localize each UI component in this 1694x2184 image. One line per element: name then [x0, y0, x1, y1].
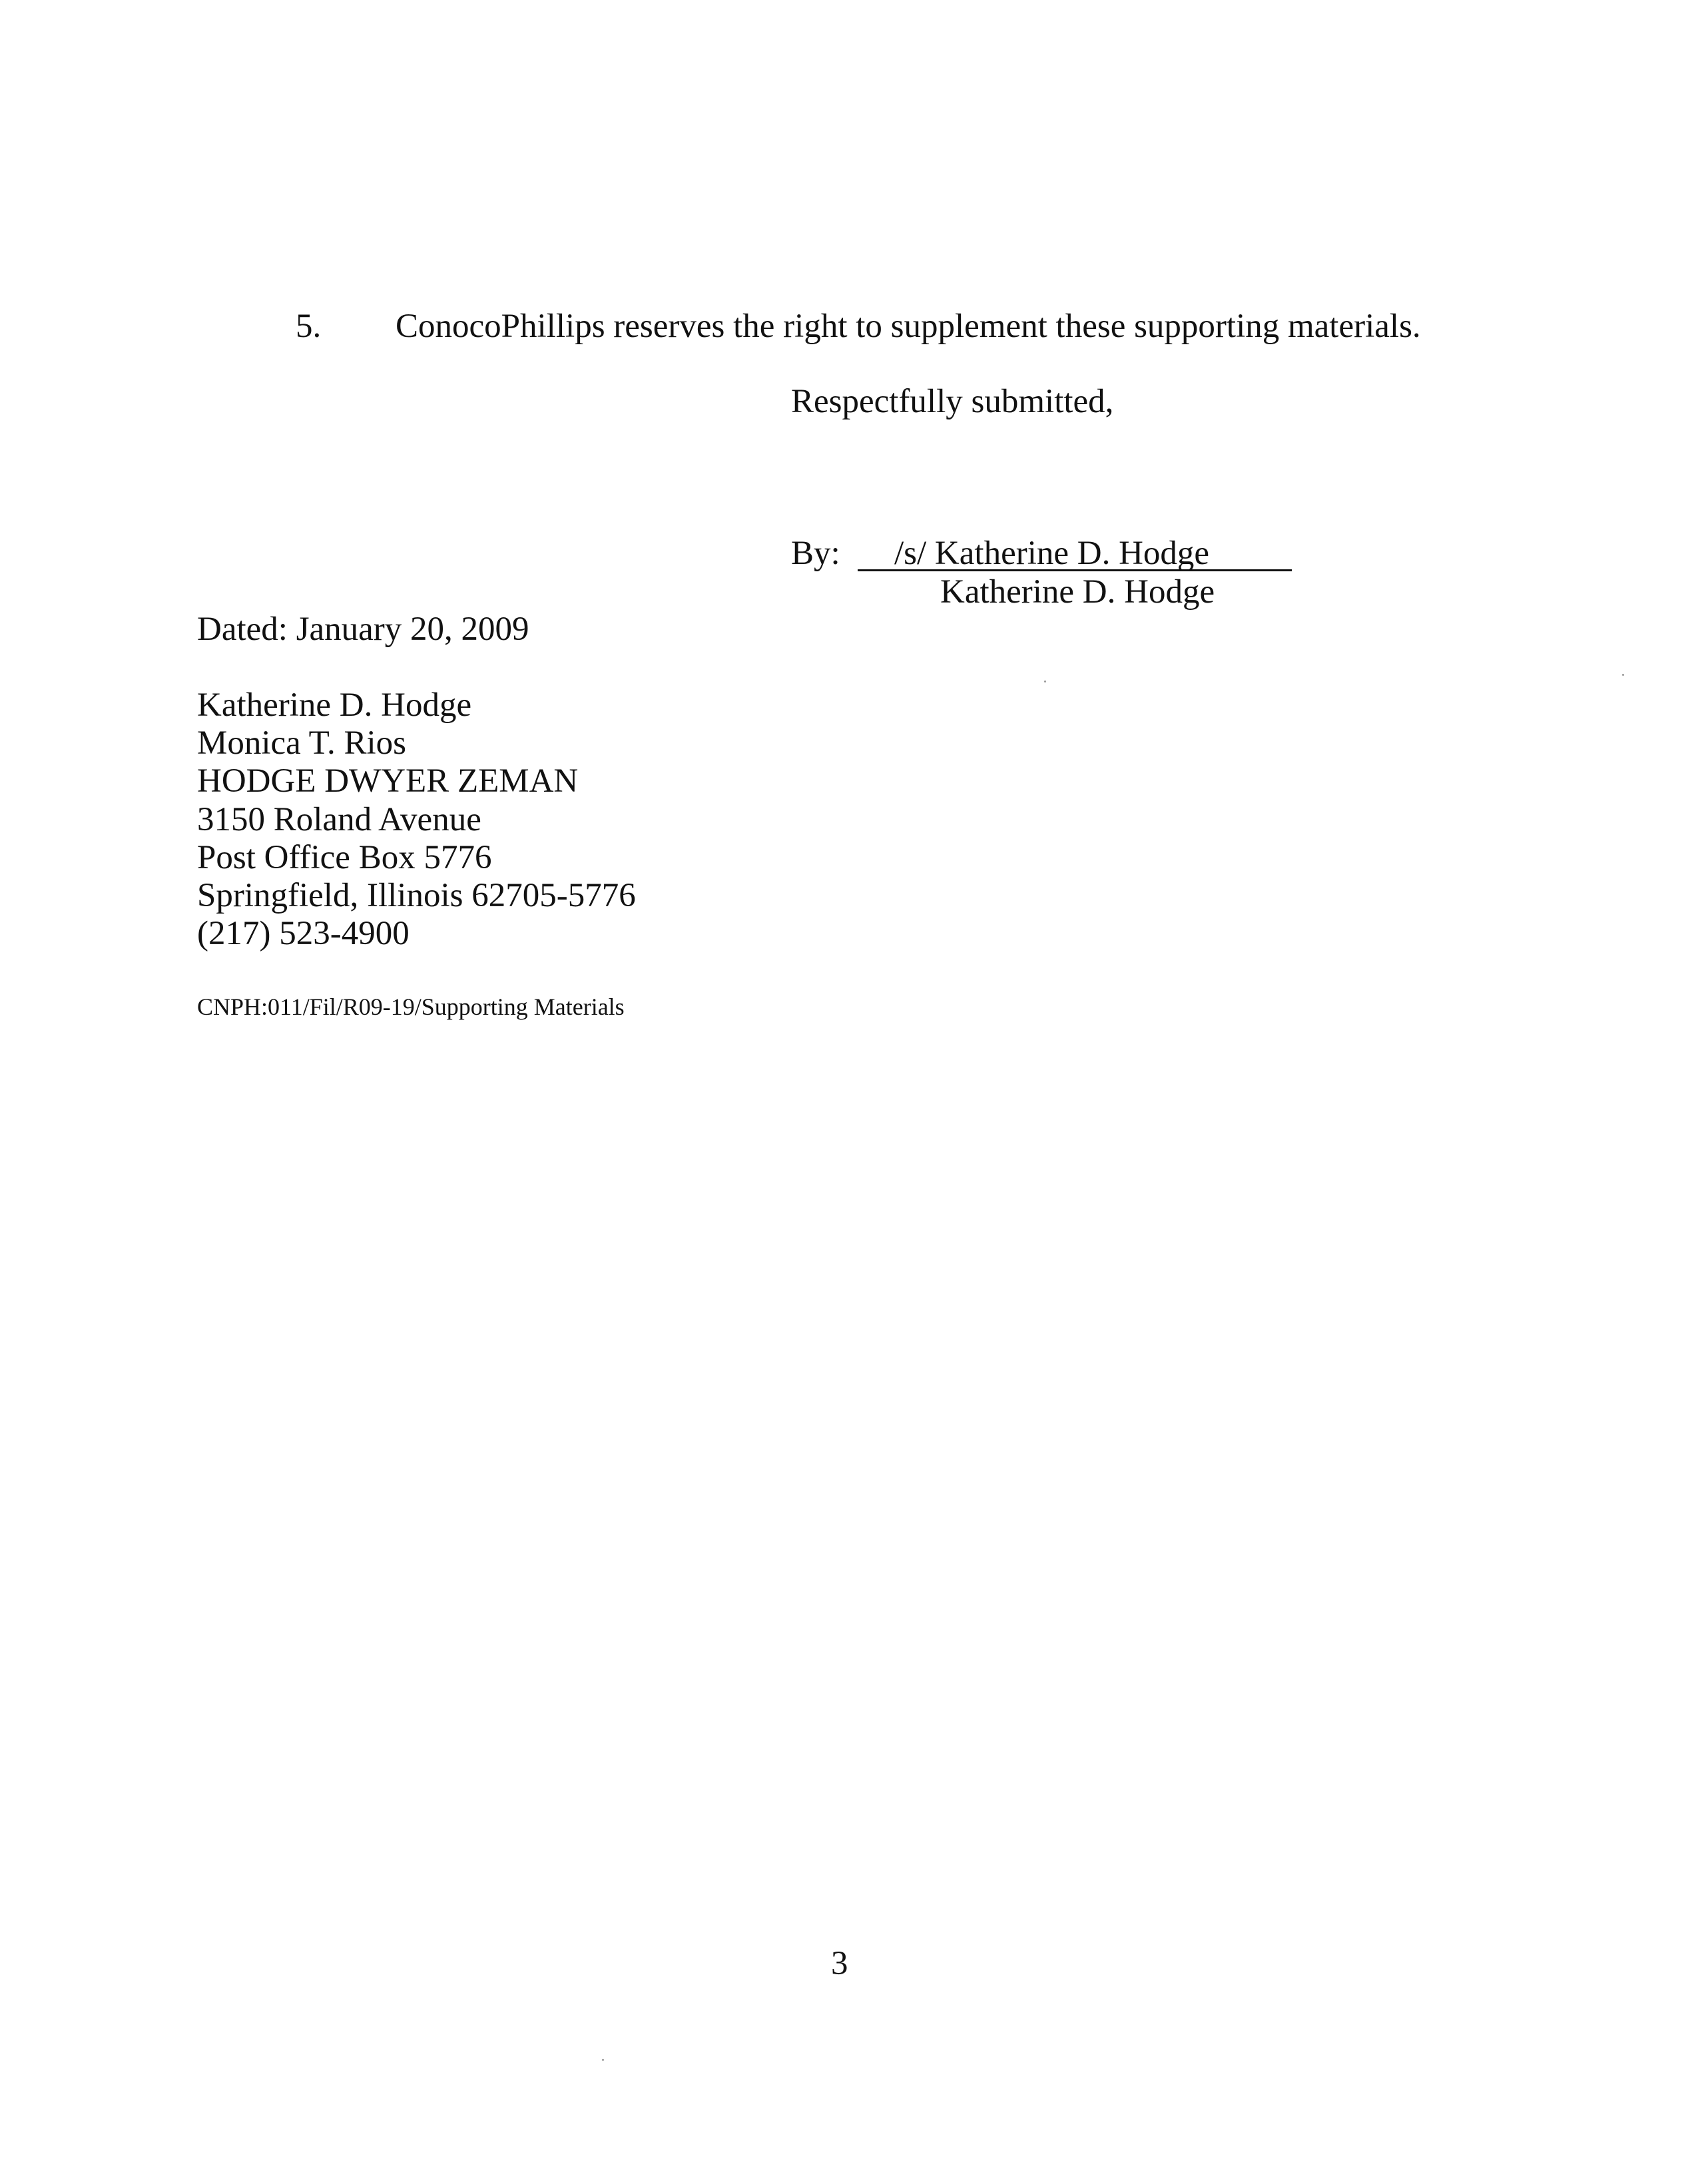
electronic-signature: /s/ Katherine D. Hodge [894, 535, 1210, 572]
attorney-line: Monica T. Rios [197, 724, 407, 762]
attorney-line: Katherine D. Hodge [197, 686, 472, 724]
attorney-line: Springfield, Illinois 62705-5776 [197, 877, 636, 914]
by-label: By: [791, 535, 840, 572]
paragraph-text: ConocoPhillips reserves the right to supplement these supporting materials. [396, 308, 1421, 345]
attorney-line: 3150 Roland Avenue [197, 801, 481, 838]
scan-speck [1044, 681, 1046, 682]
attorney-line: (217) 523-4900 [197, 915, 410, 952]
printed-name: Katherine D. Hodge [940, 573, 1215, 611]
page-number: 3 [831, 1945, 848, 1982]
paragraph-number: 5. [296, 308, 322, 345]
dated-line: Dated: January 20, 2009 [197, 611, 529, 648]
file-reference: CNPH:011/Fil/R09-19/Supporting Materials [197, 993, 625, 1020]
scan-speck [602, 2059, 604, 2061]
scan-speck [1622, 674, 1624, 676]
attorney-line: Post Office Box 5776 [197, 839, 492, 876]
closing-line: Respectfully submitted, [791, 383, 1114, 420]
attorney-line: HODGE DWYER ZEMAN [197, 762, 579, 800]
